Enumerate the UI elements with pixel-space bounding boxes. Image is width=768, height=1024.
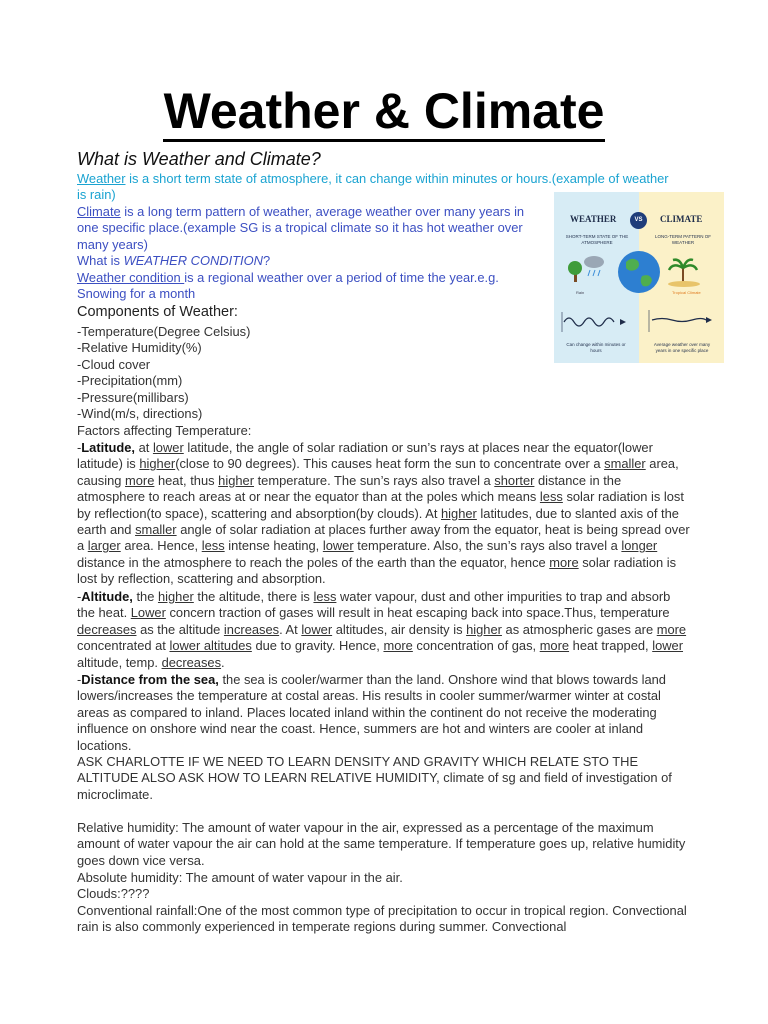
text-run: . xyxy=(221,654,225,670)
underlined-term: less xyxy=(539,489,563,505)
text-run: area. Hence, xyxy=(120,538,202,554)
text-run: heat trapped, xyxy=(569,638,653,654)
weather-term-link[interactable]: Weather xyxy=(77,171,126,186)
text-run: concern traction of gases will result in heat escaping back into space.Thus, temperature xyxy=(165,605,670,621)
list-item: -Relative Humidity(%) xyxy=(77,340,202,356)
underlined-term: decreases xyxy=(77,621,137,637)
text-run: heat, thus xyxy=(154,472,219,488)
tree-icon xyxy=(568,261,582,275)
underlined-term: higher xyxy=(466,621,502,637)
climate-wave-icon xyxy=(652,319,706,322)
latitude-paragraph: -Latitude, at lower latitude, the angle of solar radiation or sun’s rays at places near the equator(lower latitude) is higher(close to 90 degrees). This causes heat form the sun to concentrate over a smaller area, causing more heat, thus higher temperature. The sun’s rays also travel a shorter distance in the atmosphere to reach areas at or near the equator than at the poles which means less solar radiation is lost by reflection(to space), scattering and absorption(by clouds). At higher latitudes, due to slanted axis of the earth and smaller angle of solar radiation at places further away from the equator, heat is being spread over a larger area. Hence, less intense heating, lower temperature. Also, the sun’s rays also travel a longer distance in the atmosphere to reach the poles of the earth than the equator, hence more solar radiation is lost by reflection, scattering and absorption. xyxy=(77,440,690,587)
relative-humidity-paragraph: Relative humidity: The amount of water vapour in the air, expressed as a percentage of the maximum amount of water vapour the air can hold at the same temperature. If temperature goes up, relative humidity goes down vice versa. xyxy=(77,820,686,868)
list-item: -Temperature(Degree Celsius) xyxy=(77,324,251,339)
underlined-term: lower xyxy=(322,538,354,554)
list-item: -Pressure(millibars) xyxy=(77,389,189,405)
text-run: the xyxy=(132,589,158,604)
text-run: intense heating, xyxy=(224,538,323,554)
altitude-paragraph: -Altitude, the higher the altitude, there is less water vapour, dust and other impurities to trap and absorb the heat. Lower concern traction of gases will result in heat escaping back into space.Thus, temperature decreases as the altitude increases. At lower altitudes, air density is higher as atmospheric gases are more concentrated at lower altitudes due to gravity. Hence, more concentration of gas, more heat trapped, lower altitude, temp. decreases. xyxy=(77,589,687,670)
underlined-term: increases xyxy=(223,621,280,637)
text-run: . At xyxy=(279,621,302,637)
climate-subtitle: LONG-TERM PATTERN OF WEATHER xyxy=(654,234,712,245)
text-run: distance in the atmosphere to reach areas at or near the equator than at the poles which means xyxy=(77,472,622,505)
weather-subtitle: SHORT-TERM STATE OF THE ATMOSPHERE xyxy=(565,234,629,245)
globe-icon xyxy=(618,251,660,293)
text-run: angle of solar radiation at places further away from the equator, heat is being spread over a xyxy=(77,522,690,554)
list-item: -Wind(m/s, directions) xyxy=(77,406,203,422)
weather-condition-question: What is WEATHER CONDITION? xyxy=(77,253,271,268)
underlined-term: lower xyxy=(152,440,184,455)
figure-illustration xyxy=(554,192,724,363)
text-run: area, causing xyxy=(77,456,679,488)
climate-definition: Climate is a long term pattern of weather, average weather over many years in one specific place.(example SG is a tropical climate so it has hot weather over many years) xyxy=(77,204,525,252)
text-run: the altitude, there is xyxy=(193,589,314,604)
page-title: Weather & Climate xyxy=(0,78,768,144)
underlined-term: more xyxy=(125,472,155,488)
text-run: altitudes, air density is xyxy=(332,621,467,637)
text-run: concentrated at xyxy=(77,638,170,654)
underlined-term: more xyxy=(539,638,570,654)
underlined-term: decreases xyxy=(161,654,222,670)
text-run: temperature. Also, the sun’s rays also travel a xyxy=(353,538,622,554)
text-run: due to gravity. Hence, xyxy=(251,638,384,654)
text-run: solar radiation is lost by reflection(to space), scattering and absorption(by clouds). At xyxy=(77,489,684,521)
weather-definition: Weather is a short term state of atmosphere, it can change within minutes or hours.(example of weather is rain) xyxy=(77,171,669,203)
underlined-term: larger xyxy=(87,538,121,554)
text-run: distance in the atmosphere to reach the poles of the earth than the equator, hence xyxy=(77,554,550,570)
underlined-term: smaller xyxy=(604,456,646,472)
underlined-term: more xyxy=(656,621,687,637)
climate-label: CLIMATE xyxy=(660,214,703,224)
list-item: -Precipitation(mm) xyxy=(77,373,183,389)
climate-term-link[interactable]: Climate xyxy=(77,204,121,219)
underlined-term: more xyxy=(383,638,413,654)
conventional-rainfall-paragraph: Conventional rainfall:One of the most common type of precipitation to occur in tropical region. Convectional rain is also commonly experienced in temperate regions during summer. Convectional xyxy=(77,903,687,935)
components-list xyxy=(77,324,377,422)
text-run: as the altitude xyxy=(136,621,224,637)
weather-vs-climate-figure xyxy=(554,192,724,363)
underlined-term: lower altitudes xyxy=(169,638,252,654)
text-run: solar radiation is lost by reflection, scattering and absorption. xyxy=(77,554,677,587)
rain-label: Rain xyxy=(576,290,585,295)
text-run: temperature. The sun’s rays also travel a xyxy=(254,472,495,488)
text-run: altitude, temp. xyxy=(77,654,162,670)
underlined-term: shorter xyxy=(494,472,535,488)
section-heading: What is Weather and Climate? xyxy=(77,149,321,169)
text-run: at xyxy=(135,440,153,455)
weather-label: WEATHER xyxy=(570,214,617,224)
underlined-term: higher xyxy=(157,589,194,604)
ask-note: ASK CHARLOTTE IF WE NEED TO LEARN DENSITY AND GRAVITY WHICH RELATE STO THE ALTITUDE ALSO ASK HOW TO LEARN RELATIVE HUMIDITY, climate of sg and field of investigation of microclimate. xyxy=(77,754,672,802)
sea-paragraph: -Distance from the sea, the sea is cooler/warmer than the land. Onshore wind that blows towards land lowers/increases the temperature at costal areas. His results in cooler summer/warmer winter at costal areas as compared to inland. Places located inland within the continent do not receive the moderating influence on onshore wind near the coast. Hence, summers are hot and winters are cooler at inland locations. xyxy=(77,672,666,753)
climate-caption: Average weather over many years in one specific place xyxy=(653,342,711,353)
text-run: latitudes, due to slanted axis of the earth and xyxy=(77,505,679,538)
text-run: as atmospheric gases are xyxy=(501,621,657,637)
underlined-term: less xyxy=(201,538,225,554)
underlined-term: lower xyxy=(652,638,684,654)
text-run: latitude, the angle of solar radiation or sun’s rays at places near the equator(lower latitude) is xyxy=(77,440,653,472)
underlined-term: higher xyxy=(218,472,255,488)
absolute-humidity-line: Absolute humidity: The amount of water vapour in the air. xyxy=(77,870,403,885)
weather-condition-definition: Weather condition is a regional weather over a period of time the year.e.g. Snowing for a month xyxy=(77,270,499,302)
underlined-term: less xyxy=(313,589,337,604)
weather-caption: Can change within minutes or hours xyxy=(566,342,626,353)
underlined-term: lower xyxy=(301,621,333,637)
text-run: water vapour, dust and other impurities to trap and absorb the heat. xyxy=(77,589,671,621)
underlined-term: smaller xyxy=(135,522,177,538)
rain-cloud-icon xyxy=(584,256,604,268)
text-run: (close to 90 degrees). This causes heat form the sun to concentrate over a xyxy=(175,456,605,472)
vs-badge: VS xyxy=(630,212,647,229)
tropical-climate-label: Tropical Climate xyxy=(672,290,701,295)
weather-condition-link[interactable]: Weather condition xyxy=(77,270,185,285)
underlined-term: higher xyxy=(441,505,477,521)
text-run: concentration of gas, xyxy=(412,638,540,654)
factors-heading: Factors affecting Temperature: xyxy=(77,423,252,438)
list-item: -Cloud cover xyxy=(77,356,151,372)
underlined-term: longer xyxy=(621,538,658,554)
components-heading: Components of Weather: xyxy=(77,304,238,320)
underlined-term: Lower xyxy=(130,605,166,621)
underlined-term: higher xyxy=(139,456,176,472)
clouds-line: Clouds:???? xyxy=(77,886,150,901)
underlined-term: more xyxy=(549,554,579,570)
weather-wave-icon xyxy=(564,318,614,326)
